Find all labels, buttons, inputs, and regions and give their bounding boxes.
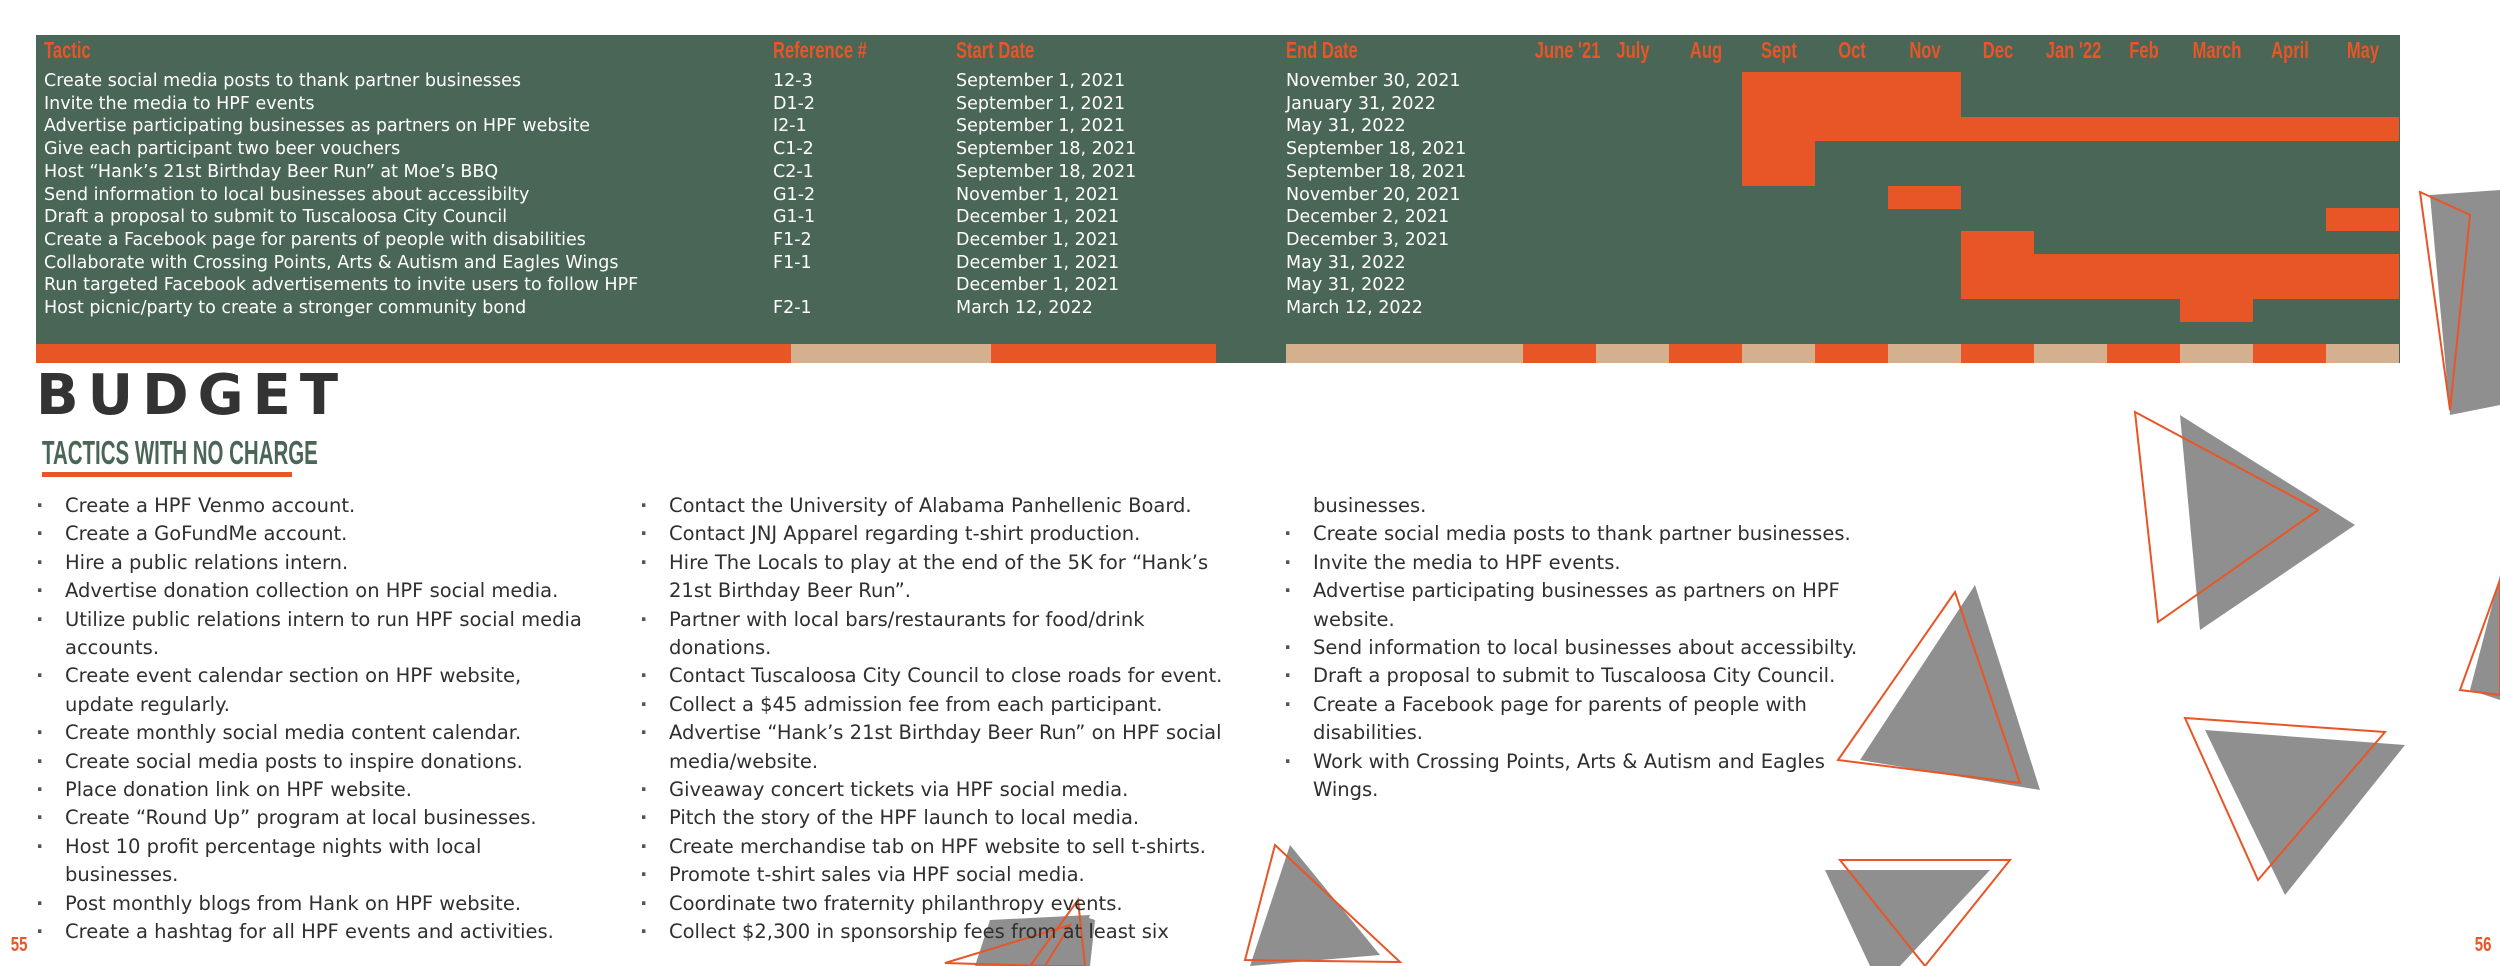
row-3-start: September 1, 2021 — [956, 116, 1126, 137]
gantt-bar — [1961, 254, 2034, 277]
row-11-ref: F2-1 — [773, 298, 812, 318]
strip-segment — [2107, 344, 2180, 363]
strip-segment — [2326, 344, 2399, 363]
gantt-bar — [2180, 254, 2253, 277]
list-item: · Advertise “Hank’s 21st Birthday Beer Run” on HPF social media/website. — [640, 719, 1240, 776]
header-tactic: Tactic — [44, 37, 91, 63]
month-header: June '21 — [1534, 37, 1601, 63]
list-item: · Create monthly social media content calendar. — [36, 719, 596, 747]
budget-list-column-2 — [640, 492, 1240, 947]
row-5-end: September 18, 2021 — [1286, 161, 1467, 182]
header-end-date: End Date — [1286, 37, 1358, 63]
row-7-ref: G1-1 — [773, 207, 816, 228]
list-item: · Promote t-shirt sales via HPF social media. — [640, 861, 1240, 889]
row-11-start: March 12, 2022 — [956, 298, 1093, 318]
row-1-end: November 30, 2021 — [1286, 71, 1461, 91]
gantt-bar — [1961, 276, 2034, 299]
row-2-ref: D1-2 — [773, 93, 816, 114]
strip-segment — [791, 344, 991, 363]
strip-segment — [1596, 344, 1669, 363]
row-4-ref: C1-2 — [773, 139, 814, 160]
strip-segment — [2180, 344, 2253, 363]
list-item: · Invite the media to HPF events. — [1284, 549, 1864, 577]
gantt-bar — [2034, 117, 2107, 140]
header-start-date: Start Date — [956, 37, 1035, 63]
timeline-table — [36, 35, 2400, 363]
row-10-start: December 1, 2021 — [956, 275, 1120, 296]
list-item: · Create event calendar section on HPF website, update regularly. — [36, 662, 596, 719]
row-9-ref: F1-1 — [773, 252, 812, 273]
gantt-bar — [1815, 117, 1888, 140]
row-7-tactic: Draft a proposal to submit to Tuscaloosa City Council — [44, 207, 508, 228]
gantt-bar — [1815, 72, 1888, 95]
gantt-bar — [2107, 117, 2180, 140]
budget-list-column-3 — [1284, 492, 1864, 804]
row-1-tactic: Create social media posts to thank partner businesses — [44, 71, 521, 91]
gantt-bar — [2107, 254, 2180, 277]
row-8-start: December 1, 2021 — [956, 229, 1120, 250]
row-6-start: November 1, 2021 — [956, 184, 1120, 205]
row-8-end: December 3, 2021 — [1286, 229, 1450, 250]
gantt-bar — [1742, 117, 1815, 140]
row-6-tactic: Send information to local businesses about accessibilty — [44, 184, 530, 205]
month-header: May — [2346, 37, 2380, 63]
row-11-end: March 12, 2022 — [1286, 298, 1423, 318]
gantt-bar — [1815, 95, 1888, 118]
gantt-bar — [2253, 117, 2326, 140]
gantt-bar — [2326, 117, 2399, 140]
budget-subtitle: TACTICS WITH NO CHARGE — [42, 434, 318, 471]
page-number-right: 56 — [2474, 934, 2492, 956]
list-item: · Pitch the story of the HPF launch to local media. — [640, 804, 1240, 832]
row-11-tactic: Host picnic/party to create a stronger community bond — [44, 298, 527, 318]
list-item: · Contact Tuscaloosa City Council to close roads for event. — [640, 662, 1240, 690]
row-7-start: December 1, 2021 — [956, 207, 1120, 228]
gantt-bar — [2034, 276, 2107, 299]
header-reference: Reference # — [773, 37, 867, 63]
list-item: · Draft a proposal to submit to Tuscaloosa City Council. — [1284, 662, 1864, 690]
month-header: Oct — [1838, 37, 1866, 63]
list-item: · Contact the University of Alabama Panhellenic Board. — [640, 492, 1240, 520]
list-item: · Hire The Locals to play at the end of the 5K for “Hank’s 21st Birthday Beer Run”. — [640, 549, 1240, 606]
strip-segment — [1286, 344, 1523, 363]
strip-segment — [36, 344, 791, 363]
list-item: · Coordinate two fraternity philanthropy events. — [640, 890, 1240, 918]
gantt-bar — [2107, 276, 2180, 299]
row-2-end: January 31, 2022 — [1286, 93, 1436, 114]
row-3-tactic: Advertise participating businesses as partners on HPF website — [44, 116, 591, 137]
strip-segment — [1815, 344, 1888, 363]
gantt-bar — [2253, 276, 2326, 299]
gantt-bar — [2034, 254, 2107, 277]
list-item: · Place donation link on HPF website. — [36, 776, 596, 804]
strip-segment — [2034, 344, 2107, 363]
row-10-end: May 31, 2022 — [1286, 275, 1406, 296]
month-header: Aug — [1689, 37, 1723, 63]
row-4-end: September 18, 2021 — [1286, 139, 1467, 160]
row-2-tactic: Invite the media to HPF events — [44, 93, 315, 114]
list-item: · Advertise participating businesses as partners on HPF website. — [1284, 577, 1864, 634]
gantt-bar — [2180, 276, 2253, 299]
list-item: · Send information to local businesses about accessibilty. — [1284, 634, 1864, 662]
list-item: · Giveaway concert tickets via HPF social media. — [640, 776, 1240, 804]
row-7-end: December 2, 2021 — [1286, 207, 1450, 228]
strip-segment — [1742, 344, 1815, 363]
gantt-bar — [1888, 117, 1961, 140]
gantt-bar — [1888, 72, 1961, 95]
strip-segment — [1669, 344, 1742, 363]
list-item: · Create “Round Up” program at local businesses. — [36, 804, 596, 832]
list-item: · Create a HPF Venmo account. — [36, 492, 596, 520]
list-item: · Create a GoFundMe account. — [36, 520, 596, 548]
row-10-tactic: Run targeted Facebook advertisements to invite users to follow HPF — [44, 275, 639, 296]
list-item: · Create social media posts to inspire donations. — [36, 748, 596, 776]
gantt-bar — [1742, 163, 1815, 186]
strip-segment — [1523, 344, 1596, 363]
list-item: · Create social media posts to thank partner businesses. — [1284, 520, 1864, 548]
row-5-start: September 18, 2021 — [956, 161, 1137, 182]
row-3-end: May 31, 2022 — [1286, 116, 1406, 137]
gantt-bar — [2180, 299, 2253, 322]
row-8-ref: F1-2 — [773, 229, 812, 250]
row-3-ref: I2-1 — [773, 116, 807, 137]
gantt-bar — [1888, 186, 1961, 209]
month-header: Feb — [2129, 37, 2159, 63]
month-header: Sept — [1761, 37, 1797, 63]
row-2-start: September 1, 2021 — [956, 93, 1126, 114]
row-8-tactic: Create a Facebook page for parents of people with disabilities — [44, 229, 586, 250]
subtitle-underline — [42, 472, 292, 477]
list-item: · Collect a $45 admission fee from each participant. — [640, 691, 1240, 719]
list-item: · Host 10 profit percentage nights with local businesses. — [36, 833, 596, 890]
list-item: · Post monthly blogs from Hank on HPF website. — [36, 890, 596, 918]
row-5-tactic: Host “Hank’s 21st Birthday Beer Run” at Moe’s BBQ — [44, 161, 499, 182]
month-header: Jan '22 — [2045, 37, 2102, 63]
list-item: · Contact JNJ Apparel regarding t-shirt production. — [640, 520, 1240, 548]
list-item: businesses. — [1313, 494, 1427, 517]
row-5-ref: C2-1 — [773, 161, 814, 182]
list-item: · Partner with local bars/restaurants for food/drink donations. — [640, 606, 1240, 663]
gantt-bar — [1961, 117, 2034, 140]
list-item: · Work with Crossing Points, Arts & Autism and Eagles Wings. — [1284, 748, 1864, 805]
month-header: July — [1616, 37, 1650, 63]
row-9-end: May 31, 2022 — [1286, 252, 1406, 273]
list-item: · Collect $2,300 in sponsorship fees from at least six — [640, 918, 1240, 946]
list-item: · Hire a public relations intern. — [36, 549, 596, 577]
strip-segment — [1888, 344, 1961, 363]
gantt-bar — [2326, 276, 2399, 299]
row-1-start: September 1, 2021 — [956, 71, 1126, 91]
month-header: Dec — [1982, 37, 2014, 63]
gantt-bar — [2180, 117, 2253, 140]
budget-title: BUDGET — [36, 363, 348, 428]
gantt-bar — [1888, 95, 1961, 118]
budget-list-column-1 — [36, 492, 596, 947]
gantt-bar — [1742, 72, 1815, 95]
gantt-bar — [2326, 208, 2399, 231]
gantt-bar — [1742, 140, 1815, 163]
gantt-bar — [1742, 95, 1815, 118]
month-header: March — [2192, 37, 2242, 63]
gantt-bar — [1961, 231, 2034, 254]
list-item: · Utilize public relations intern to run HPF social media accounts. — [36, 606, 596, 663]
row-4-start: September 18, 2021 — [956, 139, 1137, 160]
row-6-ref: G1-2 — [773, 184, 816, 205]
list-item: · Create merchandise tab on HPF website to sell t-shirts. — [640, 833, 1240, 861]
list-item: · Create a hashtag for all HPF events and activities. — [36, 918, 596, 946]
strip-segment — [1961, 344, 2034, 363]
list-item: · Advertise donation collection on HPF social media. — [36, 577, 596, 605]
row-6-end: November 20, 2021 — [1286, 184, 1461, 205]
row-1-ref: 12-3 — [773, 71, 813, 91]
strip-segment — [2253, 344, 2326, 363]
strip-segment — [991, 344, 1216, 363]
gantt-bar — [2253, 254, 2326, 277]
row-4-tactic: Give each participant two beer vouchers — [44, 139, 401, 160]
gantt-bar — [2326, 254, 2399, 277]
list-item: · Create a Facebook page for parents of people with disabilities. — [1284, 691, 1864, 748]
page-number-left: 55 — [10, 934, 28, 956]
month-header: April — [2271, 37, 2309, 63]
month-header: Nov — [1909, 37, 1941, 63]
row-9-start: December 1, 2021 — [956, 252, 1120, 273]
row-9-tactic: Collaborate with Crossing Points, Arts & Autism and Eagles Wings — [44, 252, 619, 273]
